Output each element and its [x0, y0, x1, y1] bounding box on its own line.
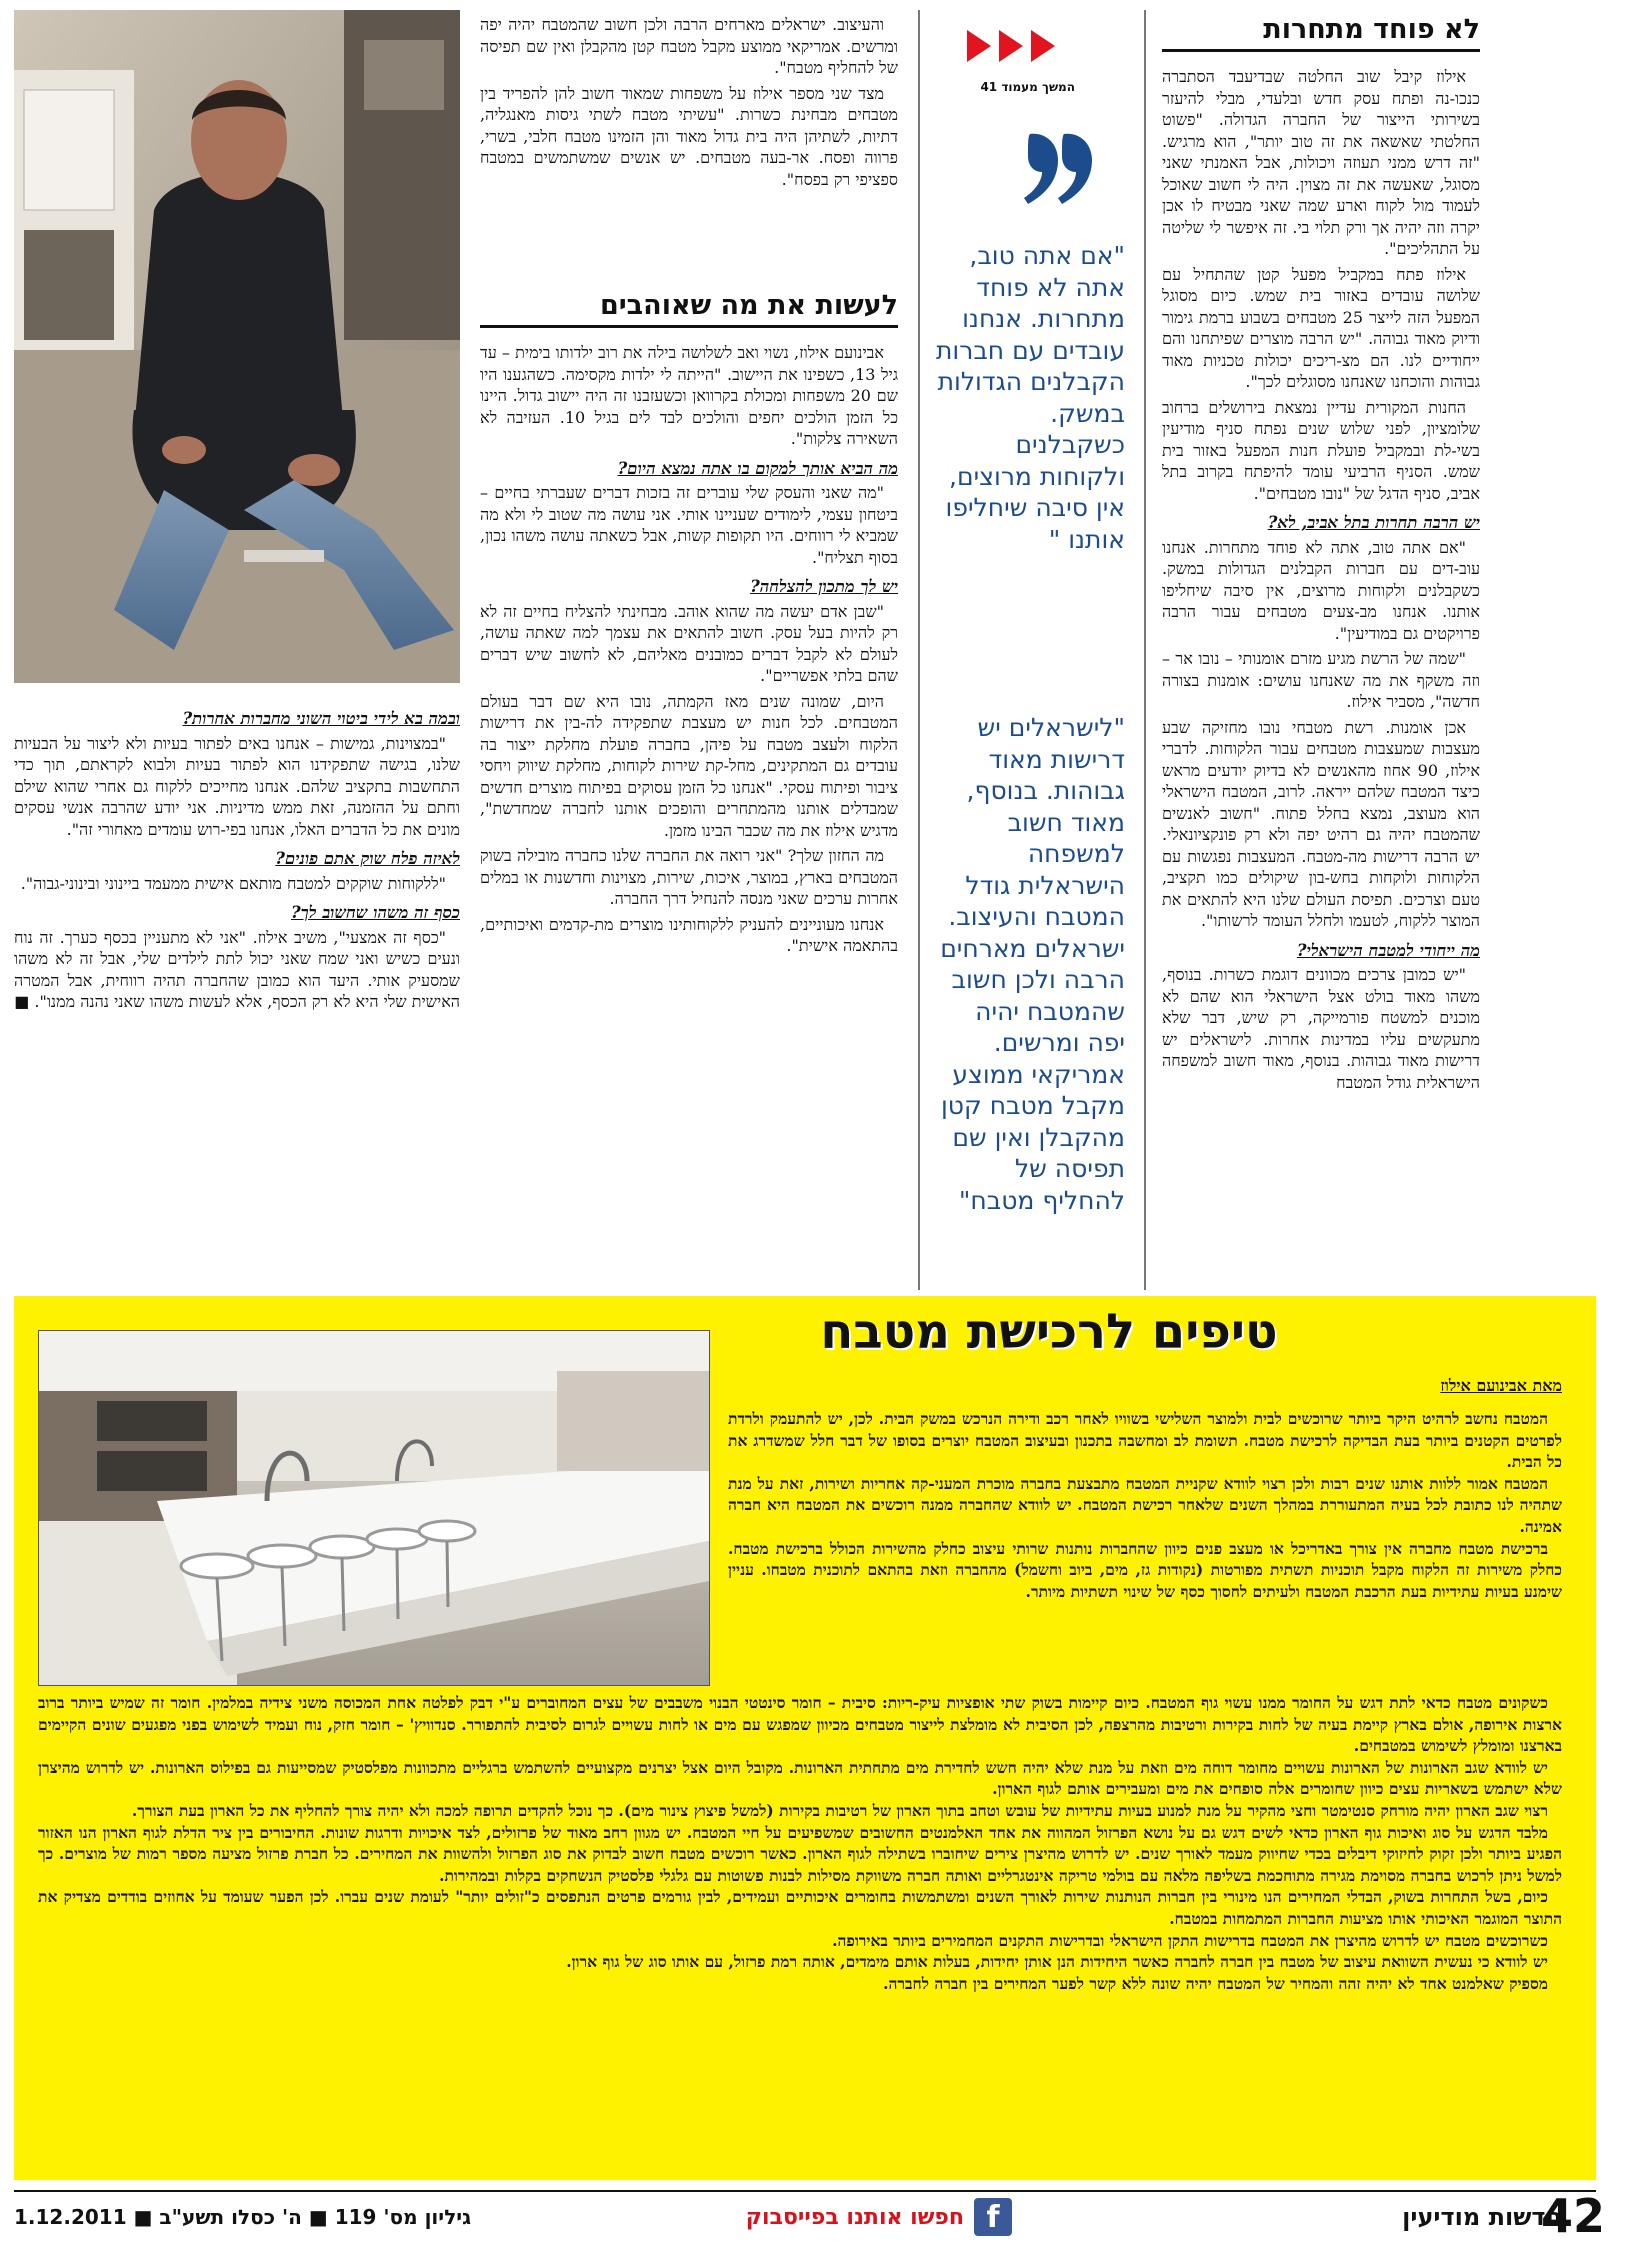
- facebook-icon[interactable]: f: [974, 2198, 1012, 2236]
- paragraph: "יש כמובן צרכים מכוונים דוגמת כשרות. בנוסף, משהו מאוד בולט אצל הישראלי הוא שהם לא מוכנים למשטח פורמייקה, רק שיש, דבר שלא מתעקשים עליו במדינות אחרות. לישראלים יש דרישות מאוד גבוהות. בנוסף, מאוד חשוב למשפחה הישראלית גודל המטבח: [1162, 965, 1480, 1092]
- paragraph: "מה שאני והעסק שלי עוברים זה בזכות דברים שעברתי בחיים – ביטחון עצמי, לימודים שעניינו אותי. אני עושה מה שטוב לי ולא מה שמביא לי רווחים. היו תקופות קשות, אבל כשאתה עושה משהו נכון, בסוף תצליח".: [480, 483, 898, 567]
- paragraph: אילוז פתח במקביל מפעל קטן שהתחיל עם שלושה עובדים באזור בית שמש. כיום מסוגל המפעל הזה לייצר 25 מטבחים בשבוע ברמת גימור ודיוק מאוד גבוהה. "יש הרבה מוצרים שפיתחנו והם ייחודיים לנו. הם מצ-ריכים יכולות טכניות מאוד גבוהות והוכחנו שאנחנו מסוגלים לכך".: [1162, 264, 1480, 391]
- tips-paragraph: המטבח נחשב לרהיט היקר ביותר שרוכשים לבית ולמוצר השלישי בשוויו לאחר רכב ודירה הנרכש במשק הבית. לכן, יש להתעמק ולרדת לפרטים הקטנים ביותר בעת הבדיקה לרכישת מטבח. תשומת לב ומחשבה בתכנון ובעיצוב המטבח יוצרים בסופו של דבר חלל שמשדרג את כל הבית.: [728, 1409, 1562, 1472]
- tips-paragraph: יש לוודא שגב הארונות של הארונות עשויים מחומר דוחה מים וזאת על מנת שלא יהיה חשש לחדירת מים מתחתית הארונות. מקובל היום אצל יצרנים מקצועיים להשתמש ברגליים מתכוונות מפלסטיק שמסייעות גם בפילוס הארונות. יש לדרוש מהיצרן שלא ישתמש בשאריות עצים כיוון שחומרים אלה סופחים את מים ומעבירים אותם לגוף הארון.: [38, 1757, 1562, 1799]
- tips-paragraph: כשרוכשים מטבח יש לדרוש מהיצרן את המטבח בדרישות התקן הישראלי ובדרישות התקנים המחמירים ביותר באירופה.: [832, 1930, 1548, 1950]
- tips-text-upper: [728, 1408, 1562, 1688]
- paragraph: והעיצוב. ישראלים מארחים הרבה ולכן חשוב שהמטבח יהיה יפה ומרשים. אמריקאי ממוצע מקבל מטבח קטן מהקבלן ואין שם תפיסה של להחליף מטבח".: [480, 15, 898, 77]
- paper-name: חדשות מודיעין: [1402, 2203, 1562, 2231]
- paragraph: "ללקוחות שוקקים למטבח מותאם אישית ממעמד ביינוני ובינוני-גבוה".: [20, 873, 446, 893]
- kitchen-photo: [38, 1330, 710, 1686]
- page-number: 42: [1540, 2189, 1605, 2243]
- tips-paragraph: כשקונים מטבח כדאי לתת דגש על החומר ממנו עשוי גוף המטבח. כיום קיימות בשוק שתי אופציות עיק-ריות: סיבית – חומר סינטטי הבנוי משבבים של עצים המחוברים ע"י דבק לפלטה אחת המכוסה משני צידיה במלמין. חומר זה שמיש ביותר ברוב ארצות אירופה, אולם בארץ קיימת בעיה של לחות בקירות ורטיבות מהרצפה, לכן הסיבית לא מומלצת לייצור מטבחים מכיוון שמפגש עם מים או לחות עשויים לגרום לסיבית להתפורר. סנדוויץ' – חומר חזק, נוח ועמיד לשימוש בפני מפגעים שונים הקיימים בארצנו ומומלץ לשימוש במטבחים.: [38, 1693, 1563, 1756]
- tips-text-lower: [38, 1692, 1562, 2170]
- tips-paragraph: כיום, בשל התחרות בשוק, הבדלי המחירים הנו מינורי בין חברות הנותנות שירות לאורך השנים ומשתמשות בחומרים איכותיים ועמידים, לבין גורמים פרטים הנתפסים כ"זולים יותר" לעומת שנים עברו. לכן הפער שעומד על אחוזים בודדים מצדיק את התוצר המוגמר האיכותי אותו מציעות החברות המתמחות במטבח.: [38, 1887, 1562, 1928]
- continued-label: המשך מעמוד 41: [980, 80, 1075, 94]
- portrait-photo: [14, 10, 460, 683]
- question-heading: מה ייחודי למטבח הישראלי?: [1296, 940, 1480, 960]
- paragraph: "אם אתה טוב, אתה לא פוחד מתחרות. אנחנו עוב-דים עם חברות הקבלנים הגדולות במשק. כשקבלנים ולקוחות מרוצים, אין סיבה שיחליפו אותנו. אנחנו מב-צעים מטבחים עבור הרבה פרויקטים גם במודיעין".: [1162, 537, 1480, 643]
- article-column-3: [14, 708, 460, 1282]
- paragraph: אנחנו מעוניינים להעניק ללקוחותינו מוצרים מת-קדמים ואיכותיים, בהתאמה אישית".: [480, 914, 898, 955]
- pull-quote-2: "לישראלים יש דרישות מאוד גבוהות. בנוסף, מאוד חשוב למשפחה הישראלית גודל המטבח והעיצוב. ישראלים מארחים הרבה ולכן חשוב שהמטבח יהיה יפה ומרשים. אמריקאי ממוצע מקבל מטבח קטן מהקבלן ואין שם תפיסה של להחליף מטבח": [940, 713, 1125, 1215]
- tips-byline: מאת אבינועם אילוז: [1440, 1376, 1562, 1395]
- issue-line: גיליון מס' 119 ■ ה' כסלו תשע"ב ■ 1.12.2011: [14, 2205, 472, 2229]
- tips-paragraph: מלבד הדגש על סוג ואיכות גוף הארון כדאי לשים דגש גם על נושא הפרזול המהווה את אחד האלמנטים החשובים שמשפיעים על חיי המטבח. יש מגוון רחב מאוד של פרזולים, לצד איכויות ודרגות שונות. החיבורים בין ציר הדלת לגוף הארון הנו האזור הפגיע ביותר ולכן זקוק לחיזוקי דיבלים בכדי שחיווק מעמד לאורך שנים. יש לדרוש מהיצרן צירים שיחוברו בשתילה לגוף הארון. כאשר רוכשים מטבח חשוב לבדוק את סוג הפרזול ולהשוות את המחירים. כל חברת פרזול מציעה מספר רמות של מוצרים. כך למשל ניתן לרכוש בחברה מסוימת מגירה מתוחכמת בשליפה מלאה עם בולמי טריקה אינטגרליים ואותה חברה משווקת מסילות לבנות פשוטות עם גלגלי פלסטיק הנשחקים בקלות ובמהירות.: [38, 1822, 1562, 1885]
- tips-box: [14, 1296, 1596, 2180]
- paragraph: היום, שמונה שנים מאז הקמתה, נובו היא שם דבר בעולם המטבחים. לכל חנות יש מעצבת שתפקידה לה-בין את דרישות הלקוח ולעצב מטבח על פיהן, בחברה פועלת מחלקת ייצור בה עובדים גם המתקינים, מחל-קת שירות לקוחות, מחלקת שיווק ויחסי ציבור ופיתוח עסקי. "אנחנו כל הזמן עסוקים בפיתוח מוצרים חדשים שמבדלים אותנו מהמתחרים והופכים אותנו לחברה שמחדשת", מדגיש אילוז את מה שכבר הבינו מזמן.: [480, 691, 898, 840]
- subhead-loving: לעשות את מה שאוהבים: [480, 290, 898, 328]
- main-headline: לא פוחד מתחרות: [1162, 14, 1480, 52]
- article-column-2-top: [480, 14, 898, 256]
- paragraph: "שמה של הרשת מגיע מזרם אומנותי – נובו אר – וזה משקף את מה שאנחנו עושים: אומנות בצורה חדשה", מסביר אילוז.: [1162, 649, 1480, 711]
- paragraph: מצד שני מספר אילוז על משפחות שמאוד חשוב להן להפריד בין מטבחים מבחינת כשרות. "עשיתי מטבח לשתי גיסות מאנגליה, דתיות, לשתיהן היה בית גדול מאוד והן הזמינו מטבח חלבי, בשרי, פרווה ופסח. אר-בעה מטבחים. יש אנשים שמשתמשים במטבח ספציפי רק בפסח".: [480, 83, 898, 189]
- pull-quote-1: "אם אתה טוב, אתה לא פוחד מתחרות. אנחנו עובדים עם חברות הקבלנים הגדולות במשק. כשקבלנים ולקוחות מרוצים, אין סיבה שיחליפו אותנו ": [935, 241, 1125, 554]
- paragraph: אילוז קיבל שוב החלטה שבדיעבד הסתברה כנכו-נה ופתח עסק חדש ובלעדי, מבלי להיעזר בשירותי הייצור של החברה הגדולה. "פשוט החלטתי שאשאה את זה טוב יותר", הוא מרגיש. "זה דרש ממני תעוזה ויכולות, אבל האמנתי שאני מסוגל, שאעשה את זה מצוין. היה לי חשוב שאוכל לעמוד מול לקוח וארע שמה שאני מבטיח לו אכן יקרה וזה יהיה אך ורק תלוי בי. זה איפשר לי שליטה על התהליכים".: [1162, 67, 1480, 258]
- paragraph: "שבן אדם יעשה מה שהוא אוהב. מבחינתי להצליח בחיים זה לא רק להיות בעל עסק. חשוב להתאים את עצמך למה שאתה עושה, לעולם לא לקבל דברים כמובנים מאליהם, לא לחשוב שיש דברים שהם בלתי אפשריים".: [480, 601, 898, 685]
- column-divider: [918, 10, 920, 1290]
- tips-paragraph: רצוי שגב הארון יהיה מורחק סנטימטר וחצי מהקיר על מנת למנוע בעיות עתידיות של עובש וטחב בתוך הארון של רטיבות בקירות (למשל פיצוץ צינור מים). כך נוכל להקדים תרופה למכה ולא יהיה צורך להחליף את כל הארון בעת הצורך.: [131, 1800, 1548, 1820]
- article-column-2: [480, 342, 898, 1282]
- paragraph: "כסף זה אמצעי", משיב אילוז. "אני לא מתעניין בכסף כערך. זה נוח ונעים כשיש ואני שמח שאני יכול לתת לילדים שלי, אבל זה לא משהו שמסעיק אותי. היעד הוא כמובן שהחברה תהיה רווחית, אבל המטרה האישית שלי היא לא רק הכסף, אלא לעשות משהו שאני נהנה ממנו". ■: [14, 927, 460, 1011]
- article-column-1: [1162, 66, 1480, 1282]
- tips-paragraph: יש לוודא כי נעשית השוואת עיצוב של מטבח בין חברה לחברה כאשר היחידות הנן אותן יחידות, בעלות אותם מימדים, אותה רמת פרזול, עם אותו סוג של גוף ארון.: [566, 1952, 1548, 1972]
- tips-paragraph: ברכישת מטבח מחברה אין צורך באדריכל או מעצב פנים כיוון שהחברות נותנות שרותי עיצוב כחלק מהשירות הכולל ברכישת מטבח. כחלק משירות זה הלקוח מקבל תוכניות תשתית מפורטות (נקודות גז, מים, ביוב וחשמל) מהחברה וזאת בהתאם לתוכנית מטבחו. עניין שימנע בעיות עתידיות בעת הרכבת המטבח ולעיתים לחסוך כסף של שינוי תשתיות מיותר.: [728, 1538, 1562, 1601]
- paragraph: אבינועם אילוז, נשוי ואב לשלושה בילה את רוב ילדותו בימית – עד גיל 13, כשפינו את היישוב. "הייתה לי ילדות מקסימה. כשהגענו היו שם 20 משפחות ומכולת בקרוואן וכשעזבנו זה היה יישוב גדול. היינו כל הזמן הולכים יחפים והולכים לבד לים בגיל 10. העזיבה לא השאירה צלקות".: [480, 343, 898, 448]
- triple-arrow-icon: [965, 22, 1075, 82]
- facebook-promo[interactable]: [652, 2195, 1012, 2239]
- question-heading: מה הביא אותך למקום בו אתה נמצא היום?: [617, 458, 898, 478]
- question-heading: ובמה בא לידי ביטוי השוני מחברות אחרות?: [182, 709, 460, 728]
- question-heading: כסף זה משהו שחשוב לך?: [290, 903, 460, 922]
- question-heading: יש לך מתכון להצלחה?: [750, 577, 898, 596]
- question-heading: לאיזה פלח שוק אתם פונים?: [275, 849, 460, 868]
- tips-paragraph: המטבח אמור ללוות אותנו שנים רבות ולכן רצוי לוודא שקניית המטבח מתבצעת בחברה מוכרת המעני-קה אחריות ושירות, זאת על מנת שתהיה לנו כתובת לכל בעיה המתעוררת במהלך השנים שלאחר רכישת המטבח. יש לוודא שהחברה ממנה רוכשים את המטבח היא חברה אמינה.: [728, 1473, 1562, 1536]
- quote-marks-icon: [1022, 128, 1102, 212]
- paragraph: מה החזון שלך? "אני רואה את החברה שלנו כחברה מובילה בשוק המטבחים בארץ, במוצר, איכות, שירות, מצוינות וחדשנות או במלים אחרות ערכים שאני מנסה להנחיל דרך החברה.: [480, 846, 898, 908]
- facebook-cta[interactable]: חפשו אותנו בפייסבוק: [745, 2204, 964, 2230]
- tips-title: טיפים לרכישת מטבח: [820, 1304, 1278, 1360]
- tips-paragraph: מספיק שאלמנט אחד לא יהיה זהה והמחיר של המטבח יהיה שונה ללא קשר לפער המחירים בין חברה לחברה.: [883, 1973, 1548, 1993]
- paragraph: החנות המקורית עדיין נמצאת בירושלים ברחוב שלומציון, לפני שלוש שנים נפתח סניף מודיעין בשי-לת ובמקביל פועלת חנות המפעל באזור בית שמש. הסניף הרביעי עומד להיפתח בקרוב בתל אביב, סניף הדגל של "נובו מטבחים".: [1162, 397, 1480, 503]
- question-heading: יש הרבה תחרות בתל אביב, לא?: [1267, 513, 1480, 532]
- paragraph: אכן אומנות. רשת מטבחי נובו מחזיקה שבע מעצבות שמעצבות מטבחים עבור הלקוחות. לדברי אילוז, 90 אחוז מהאנשים לא בדיוק יודעים מראש כיצד המטבח שלהם ייראה. לרוב, המטבח הישראלי הוא מעוצב, נמצא בחלל פתוח. "חשוב לאנשים שהמטבח יהיה גם רהיט יפה ולא רק פונקציונאלי. יש הרבה דרישות מה-מטבח. המעצבות נפגשות עם הלקוחות ולוקחות בחש-בון שיקולים כמו תקציב, טעם וצרכים. תפיסת העולם שלנו היא להתאים את המוצר ללקוח, לטעמו ולחלל העומד לרשותו".: [1162, 717, 1480, 930]
- column-divider: [1144, 10, 1146, 1290]
- paragraph: "במצוינות, גמישות – אנחנו באים לפתור בעיות ולא ליצור על הבעיות שלנו, בגישה שתפקידנו הוא לפתור בעיות ולבוא לקראתם, תוך כדי התחשבות בתקציב שלהם. אנחנו מחייכים ללקוח גם אחרי שהוא שילם וחתם על ההזמנה, זאת ממש מדיניות. אני יודע שהרבה אנשי עסקים מונים את כל הדברים האלו, אנחנו בפי-רוש עומדים מאחורי זה".: [14, 733, 460, 839]
